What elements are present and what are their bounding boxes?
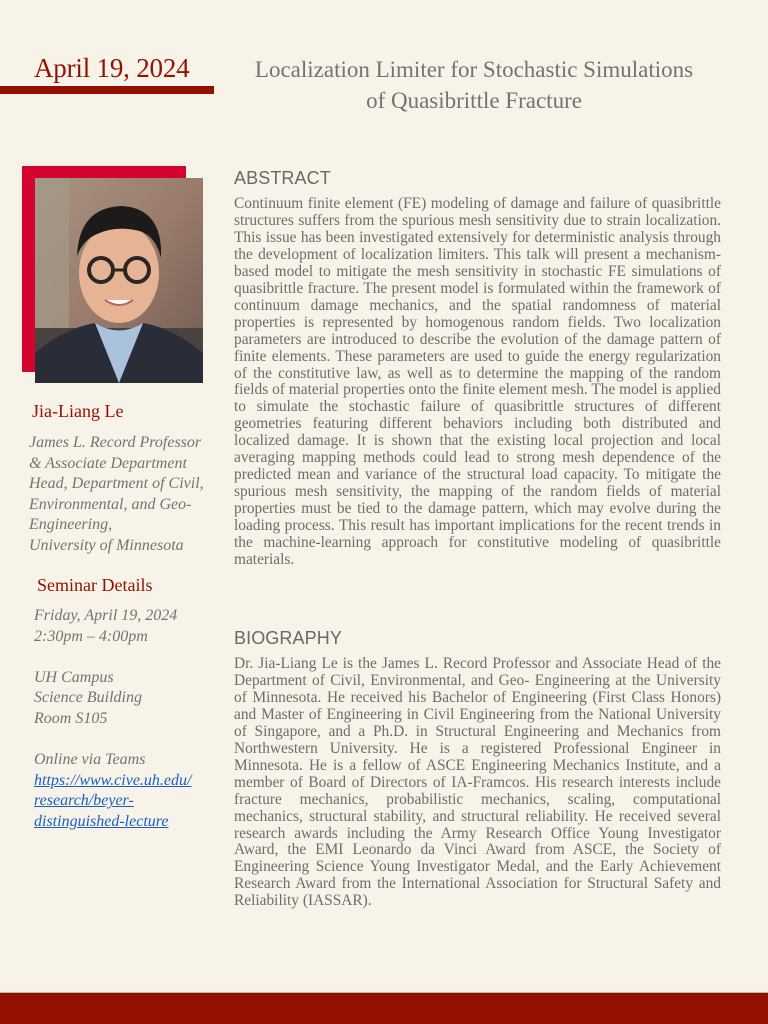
teams-link-line-3[interactable]: distinguished-lecture xyxy=(34,812,169,830)
teams-link[interactable] xyxy=(34,791,224,812)
seminar-building: Science Building xyxy=(34,689,142,707)
talk-title-line-1: Localization Limiter for Stochastic Simulations xyxy=(254,57,694,82)
speaker-photo xyxy=(35,178,203,383)
seminar-time: 2:30pm – 4:00pm xyxy=(34,627,148,645)
spacer xyxy=(34,647,224,668)
talk-title xyxy=(222,54,726,116)
teams-link-line-1[interactable]: https://www.cive.uh.edu/ xyxy=(34,771,192,789)
abstract-heading: ABSTRACT xyxy=(234,168,331,188)
affiliation-line: Engineering, xyxy=(29,516,113,534)
seminar-campus: UH Campus xyxy=(34,668,114,686)
seminar-details xyxy=(34,606,224,833)
spacer xyxy=(34,730,224,751)
seminar-details-heading: Seminar Details xyxy=(37,575,153,595)
speaker-affiliation xyxy=(29,433,224,557)
teams-link[interactable] xyxy=(34,771,224,792)
event-date: April 19, 2024 xyxy=(34,53,190,83)
affiliation-line: James L. Record Professor xyxy=(29,434,202,451)
speaker-portrait-icon xyxy=(35,178,203,383)
speaker-university: University of Minnesota xyxy=(29,536,184,554)
biography-text: Dr. Jia-Liang Le is the James L. Record Professor and Associate Head of the Department of Civil, Environmental, and Geo- Engineering at the University of Minnesota. He received his Bachelor of Engineering (First Class Honors) and Master of Engineering in Civil Engineering from the National University of Singapore, and a Ph.D. in Structural Engineering and Mechanics from Northwestern University. He is a registered Professional Engineer in Minnesota. He is a fellow of ASCE Engineering Mechanics Institute, and a member of Board of Directors of IA-Framcos. His research interests include fracture mechanics, probabilistic mechanics, scaling, computational mechanics, structural stability, and structural reliability. He received several research awards including the Army Research Office Young Investigator Award, the EMI Leonardo da Vinci Award from ASCE, the Society of Engineering Science Young Investigator Medal, and the Early Achievement Research Award from the International Association for Structural Safety and Reliability (IASSAR). xyxy=(234,655,721,910)
teams-link-line-2[interactable]: research/beyer- xyxy=(34,792,134,810)
seminar-online: Online via Teams xyxy=(34,751,146,769)
date-underline-bar xyxy=(0,86,214,94)
talk-title-line-2: of Quasibrittle Fracture xyxy=(366,88,582,113)
abstract-text: Continuum finite element (FE) modeling of damage and failure of quasibrittle structures suffers from the spurious mesh sensitivity due to strain localization. This issue has been investigated extensively for deterministic analysis through the development of localization limiters. This talk will present a mechanism-based model to mitigate the mesh sensitivity in stochastic FE simulations of quasibrittle fracture. The present model is formulated within the framework of continuum damage mechanics, and the spatial randomness of material properties is represented by homogenous random fields. Two localization parameters are introduced to describe the evolution of the damage pattern of finite elements. These parameters are used to guide the energy regularization of the constitutive law, as well as to determine the mapping of the random fields of material properties onto the finite element mesh. The model is applied to simulate the stochastic failure of quasibrittle structures of different geometries featuring different behaviors including both distributed and localized damage. It is shown that the existing local projection and local averaging mapping methods could lead to strong mesh dependence of the predicted mean and variance of the structural load capacity. To mitigate the spurious mesh sensitivity, the mapping of the random fields of material properties must be tied to the damage pattern, which may evolve during the loading process. This result has important implications for the recent trends in the machine-learning approach for constitutive modeling of quasibrittle materials. xyxy=(234,195,721,569)
teams-link[interactable] xyxy=(34,812,224,833)
affiliation-line: Environmental, and Geo- xyxy=(29,495,192,513)
biography-heading: BIOGRAPHY xyxy=(234,628,342,648)
seminar-room: Room S105 xyxy=(34,709,108,727)
footer-bar xyxy=(0,992,768,1024)
speaker-name: Jia-Liang Le xyxy=(32,401,124,421)
seminar-date: Friday, April 19, 2024 xyxy=(34,607,178,624)
affiliation-line: & Associate Department xyxy=(29,454,187,472)
affiliation-line: Head, Department of Civil, xyxy=(29,475,204,493)
